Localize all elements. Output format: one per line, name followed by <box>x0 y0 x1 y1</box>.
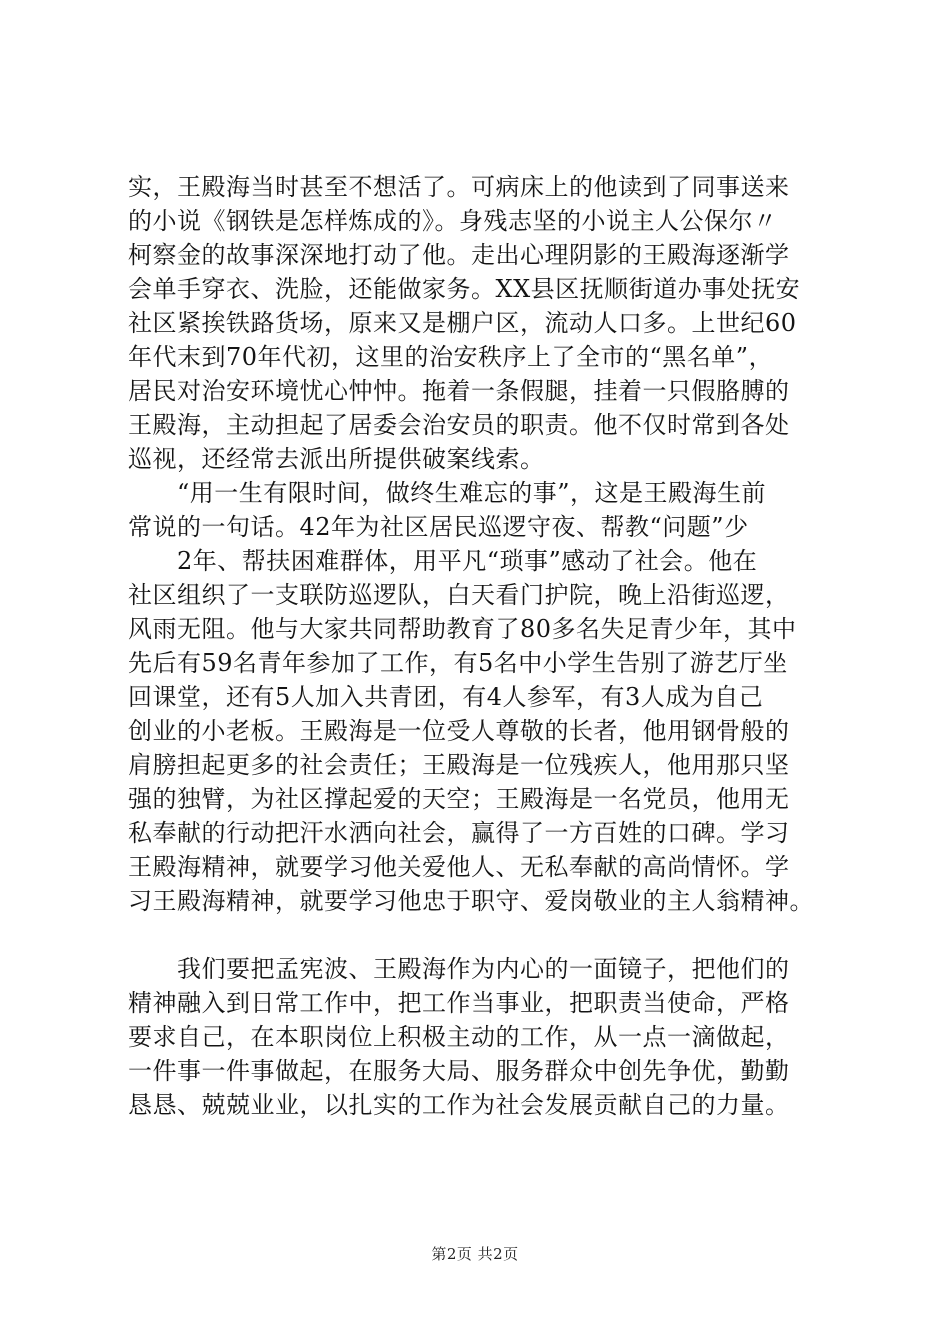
text-line: 习王殿海精神，就要学习他忠于职守、爱岗敬业的主人翁精神。 <box>128 887 814 915</box>
page-number-footer: 第2页 共2页 <box>431 1245 519 1263</box>
text-line: 巡视，还经常去派出所提供破案线索。 <box>128 445 545 473</box>
text-line: 王殿海，主动担起了居委会治安员的职责。他不仅时常到各处 <box>128 411 790 439</box>
text-line: 精神融入到日常工作中，把工作当事业，把职责当使命，严格 <box>128 989 790 1017</box>
text-line: 一件事一件事做起，在服务大局、服务群众中创先争优，勤勤 <box>128 1057 790 1085</box>
text-line: 创业的小老板。王殿海是一位受人尊敬的长者，他用钢骨般的 <box>128 717 790 745</box>
paragraph-gap <box>128 918 850 952</box>
text-line: 先后有59名青年参加了工作，有5名中小学生告别了游艺厅坐 <box>128 649 788 677</box>
document-body <box>128 170 850 1122</box>
text-line: 回课堂，还有5人加入共青团，有4人参军，有3人成为自己 <box>128 683 764 711</box>
text-line: 柯察金的故事深深地打动了他。走出心理阴影的王殿海逐渐学 <box>128 241 790 269</box>
text-line: 强的独臂，为社区撑起爱的天空；王殿海是一名党员，他用无 <box>128 785 790 813</box>
text-line: 私奉献的行动把汗水洒向社会，赢得了一方百姓的口碑。学习 <box>128 819 790 847</box>
text-line: 社区组织了一支联防巡逻队，白天看门护院，晚上沿街巡逻， <box>128 581 790 609</box>
text-line: 居民对治安环境忧心忡忡。拖着一条假腿，挂着一只假胳膊的 <box>128 377 790 405</box>
text-line: 会单手穿衣、洗脸，还能做家务。XX县区抚顺街道办事处抚安 <box>128 275 801 303</box>
text-line: “用一生有限时间，做终生难忘的事”，这是王殿海生前 <box>128 479 767 507</box>
text-line: 常说的一句话。42年为社区居民巡逻守夜、帮教“问题”少 <box>128 513 749 541</box>
text-line: 肩膀担起更多的社会责任；王殿海是一位残疾人，他用那只坚 <box>128 751 790 779</box>
text-line: 我们要把孟宪波、王殿海作为内心的一面镜子，把他们的 <box>128 955 790 983</box>
text-line: 恳恳、兢兢业业，以扎实的工作为社会发展贡献自己的力量。 <box>128 1091 790 1119</box>
text-line: 实，王殿海当时甚至不想活了。可病床上的他读到了同事送来 <box>128 173 790 201</box>
text-line: 社区紧挨铁路货场，原来又是棚户区，流动人口多。上世纪60 <box>128 309 797 337</box>
text-line: 2年、帮扶困难群体，用平凡“琐事”感动了社会。他在 <box>128 547 758 575</box>
text-line: 王殿海精神，就要学习他关爱他人、无私奉献的高尚情怀。学 <box>128 853 790 881</box>
text-line: 要求自己，在本职岗位上积极主动的工作，从一点一滴做起， <box>128 1023 790 1051</box>
text-line: 风雨无阻。他与大家共同帮助教育了80多名失足青少年，其中 <box>128 615 797 643</box>
text-line: 的小说《钢铁是怎样炼成的》。身残志坚的小说主人公保尔〃 <box>128 207 778 235</box>
text-line: 年代末到70年代初，这里的治安秩序上了全市的“黑名单”， <box>128 343 774 371</box>
